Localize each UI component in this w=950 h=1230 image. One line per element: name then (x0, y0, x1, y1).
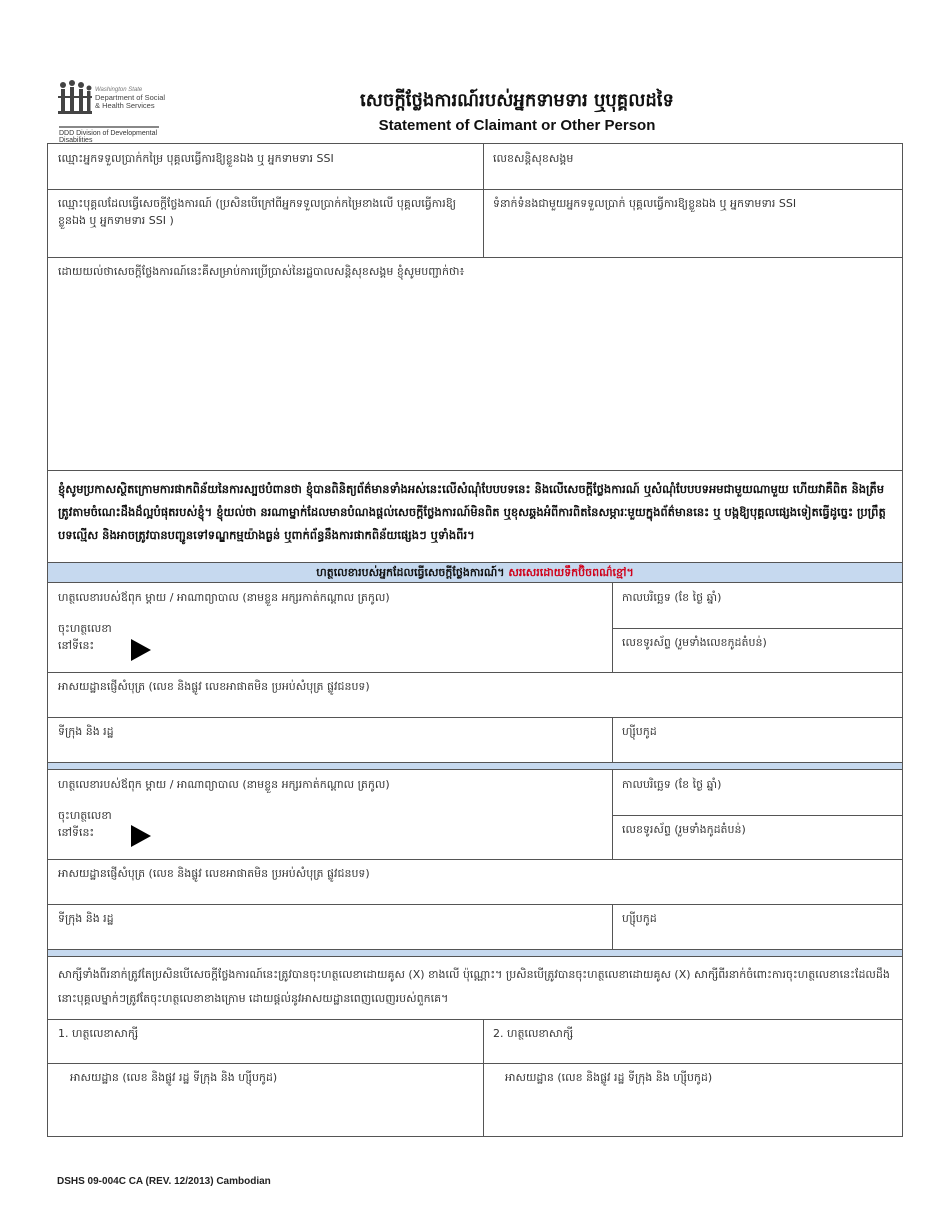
form-header (57, 80, 907, 144)
form-title-english: Statement of Claimant or Other Person (378, 117, 656, 134)
relationship-label: ទំនាក់ទំនងជាមួយអ្នកទទួលប្រាក់ បុគ្គលធ្វើការឱ្យខ្លួនឯង ឬ អ្នកទាមទារ SSI (493, 197, 797, 210)
logo-dept-line1: Department of Social (95, 93, 166, 102)
witness-1-address-label: អាសយដ្ឋាន (លេខ និងផ្លូវ រដ្ឋ ទីក្រុង និង ហ្ស៊ីបកូដ) (70, 1071, 278, 1084)
black-ink-note: សរសេរដោយទឹកប៊ិចពណ៌ខ្មៅ។ (508, 566, 634, 579)
dshs-figures-icon (57, 80, 93, 124)
witness-instructions: សាក្សីទាំងពីរនាក់ត្រូវតែប្រសិនបើសេចក្តីថ្លែងការណ៍នេះត្រូវបានចុះហត្ថលេខាដោយគូស (X) ខាងលើ ប៉ុណ្ណោះ។ ប្រសិនបើត្រូវបានចុះហត្ថលេខាដោយគូស (X) សាក្សីពីរនាក់ចំពោះការចុះហត្ថលេខានេះដែលដឹង នោះបុគ្គលម្នាក់ៗត្រូវតែចុះហត្ថលេខាខាងក្រោម ដោយផ្តល់នូវអាសយដ្ឋានពេញលេញរបស់ពួកគេ។ (58, 968, 890, 1005)
witness-2-label: 2. ហត្ថលេខាសាក្សី (493, 1027, 574, 1040)
divider (612, 770, 613, 859)
city-state-label: ទីក្រុង និង រដ្ឋ (58, 912, 114, 925)
sign-here-line1: ចុះហត្ថលេខា (58, 809, 112, 822)
signature-title-text: ហត្ថលេខារបស់អ្នកដែលធ្វើសេចក្តីថ្លែងការណ៍។ (316, 566, 505, 579)
city-state-label: ទីក្រុង និង រដ្ឋ (58, 725, 114, 738)
divider (483, 144, 484, 257)
sign-here-line2: នៅទីនេះ (58, 639, 95, 652)
witness-2-signature-field[interactable] (483, 1019, 902, 1063)
relationship-field[interactable] (483, 189, 902, 257)
divider (483, 1019, 484, 1136)
zip-field-1[interactable] (612, 717, 902, 762)
form-frame (47, 143, 903, 1137)
logo-state: Washington State (95, 87, 143, 93)
mailing-address-field-1[interactable] (48, 672, 902, 717)
sign-here-line1: ចុះហត្ថលេខា (58, 622, 112, 635)
city-state-field-1[interactable] (48, 717, 612, 762)
phone-label: លេខទូរស័ព្ទ (រួមទាំងលេខកូដតំបន់) (622, 636, 767, 649)
dshs-logo-text (95, 86, 165, 110)
logo-dept-line2: & Health Services (95, 101, 155, 110)
date-label: កាលបរិច្ឆេទ (ខែ ថ្ងៃ ឆ្នាំ) (622, 591, 722, 604)
form-title-khmer: សេចក្តីថ្លែងការណ៍របស់អ្នកទាមទារ ឬបុគ្គលដទៃ (360, 90, 674, 111)
perjury-declaration: ខ្ញុំសូមប្រកាសស្ថិតក្រោមការផាកពិន័យនៃការស្បថបំពានថា ខ្ញុំបានពិនិត្យព័ត៌មានទាំងអស់នេះលើសំណុំបែបបទនេះ និងលើសេចក្តីថ្លែងការណ៍ ឬសំណុំបែបបទអមជាមួយណាមួយ ហើយវាគឺពិត និងត្រឹមត្រូវតាមចំណេះដឹងដ៏ល្អបំផុតរបស់ខ្ញុំ។ ខ្ញុំយល់ថា នរណាម្នាក់ដែលមានបំណងផ្តល់សេចក្តីថ្លែងការណ៍មិនពិត ឬខុសឆ្គងអំពីការពិតនៃសម្ភារៈមួយក្នុងព័ត៌មាននេះ ឬ បង្កឱ្យបុគ្គលផ្សេងទៀតធ្វើដូច្នេះ ប្រព្រឹត្តបទល្មើស និងអាចត្រូវបានបញ្ជូនទៅទណ្ឌកម្មយ៉ាងធ្ងន់ ឬពាក់ព័ន្ធនឹងការផាកពិន័យផ្សេងៗ ឬទាំងពីរ។ (58, 482, 886, 542)
statement-intro-label: ដោយយល់ថាសេចក្តីថ្លែងការណ៍នេះគឺសម្រាប់ការប្រើប្រាស់នៃរដ្ឋបាលសន្តិសុខសង្គម ខ្ញុំសូមបញ្ជាក់ថា៖ (58, 265, 465, 278)
divider (612, 904, 613, 949)
section-separator (48, 949, 902, 957)
sign-here-arrow-icon (131, 639, 151, 661)
mailing-address-label: អាសយដ្ឋានផ្ញើសំបុត្រ (លេខ និងផ្លូវ លេខអាផាតមិន ប្រអប់សំបុត្រ ផ្លូវជនបទ) (58, 867, 370, 880)
witness-1-signature-field[interactable] (48, 1019, 483, 1063)
sign-here-line2: នៅទីនេះ (58, 826, 95, 839)
witness-2-address-field[interactable] (483, 1063, 902, 1136)
zip-label: ហ្ស៊ីបកូដ (622, 912, 657, 925)
phone-label: លេខទូរស័ព្ទ (រួមទាំងកូដតំបន់) (622, 823, 746, 836)
divider (612, 583, 613, 672)
phone-field-2[interactable] (612, 815, 902, 859)
signature-label: ហត្ថលេខារបស់ឪពុក ម្តាយ / អាណាព្យាបាល (នាមខ្លួន អក្សរកាត់កណ្តាល ត្រកូល) (58, 591, 390, 604)
mailing-address-label: អាសយដ្ឋានផ្ញើសំបុត្រ (លេខ និងផ្លូវ លេខអាផាតមិន ប្រអប់សំបុត្រ ផ្លូវជនបទ) (58, 680, 370, 693)
statement-maker-name-field[interactable] (48, 189, 483, 257)
section-separator (48, 762, 902, 770)
logo-ddd-line1: DDD Division of Developmental (59, 130, 158, 137)
date-label: កាលបរិច្ឆេទ (ខែ ថ្ងៃ ឆ្នាំ) (622, 778, 722, 791)
signature-section-title (48, 563, 902, 583)
statement-text-area[interactable] (48, 257, 902, 470)
witness-1-label: 1. ហត្ថលេខាសាក្សី (58, 1027, 139, 1040)
ssn-label: លេខសន្តិសុខសង្គម (493, 152, 574, 165)
divider (612, 717, 613, 762)
signature-label: ហត្ថលេខារបស់ឪពុក ម្តាយ / អាណាព្យាបាល (នាមខ្លួន អក្សរកាត់កណ្តាល ត្រកូល) (58, 778, 390, 791)
form-number-footer: DSHS 09-004C CA (REV. 12/2013) Cambodian (57, 1176, 271, 1187)
witness-2-address-label: អាសយដ្ឋាន (លេខ និងផ្លូវ រដ្ឋ ទីក្រុង និង ហ្ស៊ីបកូដ) (505, 1071, 713, 1084)
dshs-logo (57, 80, 167, 144)
recipient-name-field[interactable] (48, 144, 483, 189)
phone-field-1[interactable] (612, 628, 902, 672)
date-field-1[interactable] (612, 583, 902, 628)
ssn-field[interactable] (483, 144, 902, 189)
logo-ddd-line2: Disabilities (59, 137, 93, 144)
witness-1-address-field[interactable] (48, 1063, 483, 1136)
recipient-name-label: ឈ្មោះអ្នកទទួលប្រាក់កម្រៃ បុគ្គលធ្វើការឱ្យខ្លួនឯង ឬ អ្នកទាមទារ SSI (58, 152, 334, 165)
date-field-2[interactable] (612, 770, 902, 815)
city-state-field-2[interactable] (48, 904, 612, 949)
zip-field-2[interactable] (612, 904, 902, 949)
zip-label: ហ្ស៊ីបកូដ (622, 725, 657, 738)
statement-maker-name-label: ឈ្មោះបុគ្គលដែលធ្វើសេចក្តីថ្លែងការណ៍ (ប្រសិនបើក្រៅពីអ្នកទទួលប្រាក់កម្រៃខាងលើ បុគ្គលធ្វើការឱ្យខ្លួនឯង ឬ អ្នកទាមទារ SSI ) (58, 197, 457, 227)
mailing-address-field-2[interactable] (48, 859, 902, 904)
signature-section-header (48, 562, 902, 583)
sign-here-arrow-icon (131, 825, 151, 847)
ddd-logo-text (59, 126, 159, 144)
